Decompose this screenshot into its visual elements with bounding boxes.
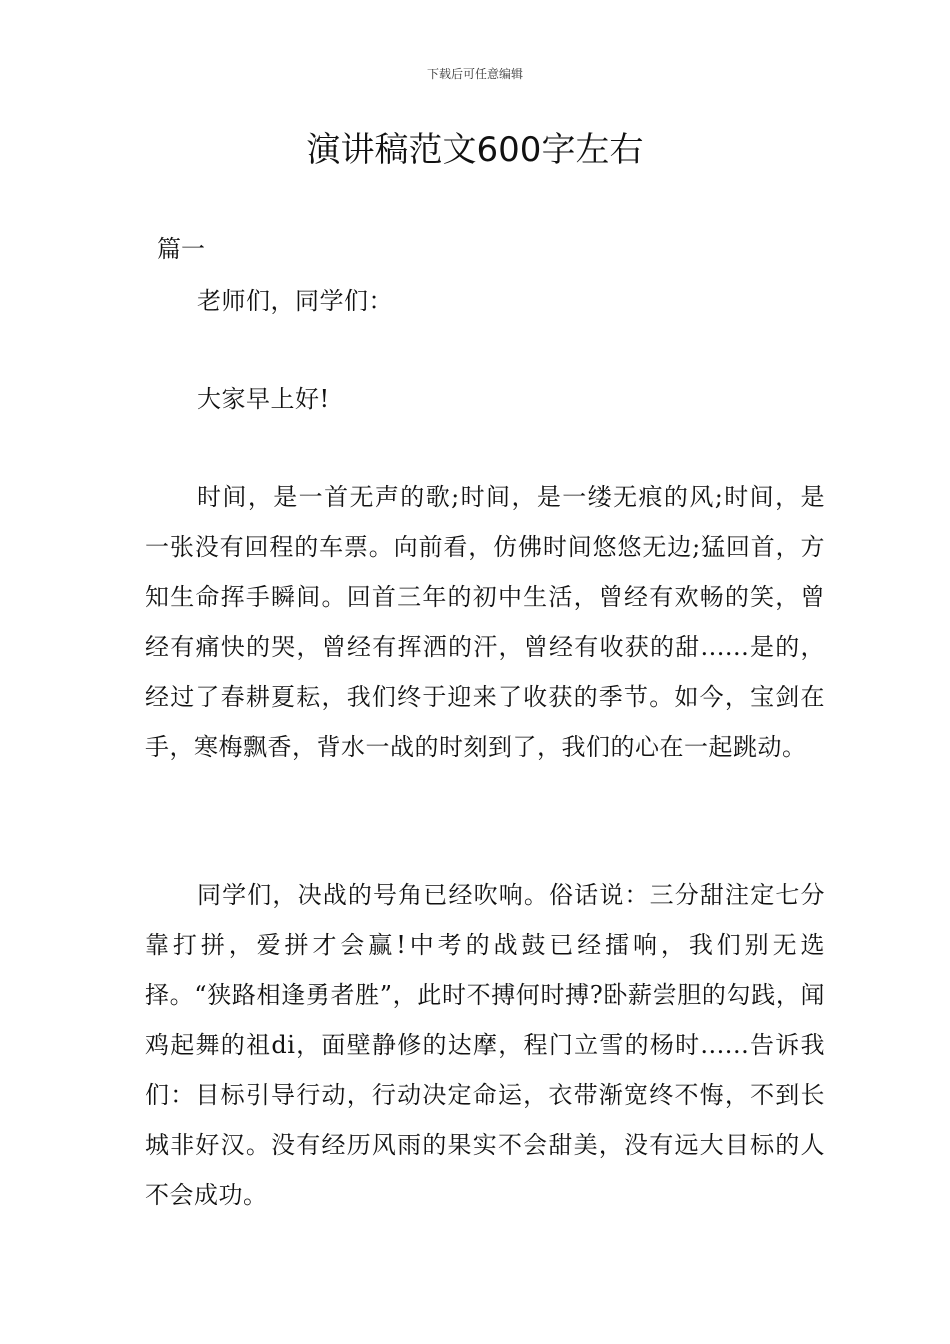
section-label: 篇一	[157, 235, 205, 263]
paragraph-good-morning: 大家早上好!	[197, 385, 330, 413]
paragraph-battle: 同学们，决战的号角已经吹响。俗话说：三分甜注定七分靠打拼，爱拼才会赢!中考的战鼓已经擂响，我们别无选择。“狭路相逢勇者胜”，此时不搏何时搏?卧薪尝胆的勾践，闻鸡起舞的祖di，面壁静修的达摩，程门立雪的杨时......告诉我们：目标引导行动，行动决定命运，衣带渐宽终不悔，不到长城非好汉。没有经历风雨的果实不会甜美，没有远大目标的人不会成功。	[145, 881, 825, 1209]
paragraph-greeting: 老师们，同学们：	[197, 287, 393, 315]
header-note: 下载后可任意编辑	[426, 67, 523, 81]
paragraph-time: 时间，是一首无声的歌;时间，是一缕无痕的风;时间，是一张没有回程的车票。向前看，仿佛时间悠悠无边;猛回首，方知生命挥手瞬间。回首三年的初中生活，曾经有欢畅的笑，曾经有痛快的哭，曾经有挥洒的汗，曾经有收获的甜......是的，经过了春耕夏耘，我们终于迎来了收获的季节。如今，宝剑在手，寒梅飘香，背水一战的时刻到了，我们的心在一起跳动。	[145, 483, 825, 761]
page-title: 演讲稿范文600字左右	[306, 130, 644, 170]
